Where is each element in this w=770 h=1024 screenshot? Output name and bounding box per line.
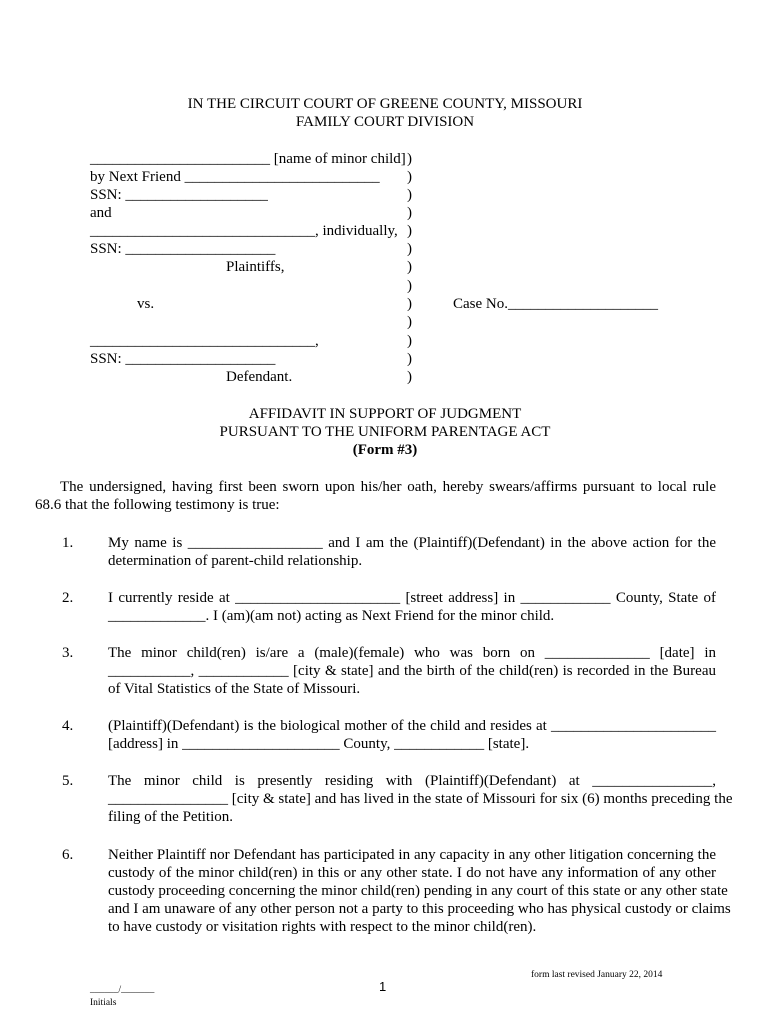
- caption-ssn-line: SSN: ____________________: [90, 351, 276, 367]
- item-1-line-1: My name is __________________ and I am the (Plaintiff)(Defendant) in the above action for the: [108, 535, 716, 551]
- page-number: 1: [379, 979, 387, 994]
- intro-line-2: 68.6 that the following testimony is true:: [35, 497, 280, 513]
- item-4-line-1: (Plaintiff)(Defendant) is the biological mother of the child and resides at ______________________: [108, 718, 716, 734]
- division-heading: FAMILY COURT DIVISION: [295, 114, 475, 130]
- item-5-line-3: filing of the Petition.: [108, 809, 233, 825]
- affidavit-title: AFFIDAVIT IN SUPPORT OF JUDGMENT: [248, 406, 522, 422]
- item-5-line-1: The minor child is presently residing with (Plaintiff)(Defendant) at ________________,: [108, 773, 716, 789]
- item-6-line-4: and I am unaware of any other person not a party to this proceeding who has physical custody or claims: [108, 901, 731, 917]
- item-3-line-1: The minor child(ren) is/are a (male)(female) who was born on ______________ [date] in: [108, 645, 716, 661]
- item-number: 6.: [62, 847, 74, 863]
- item-6-line-1: Neither Plaintiff nor Defendant has participated in any capacity in any other litigation concerning the: [108, 847, 716, 863]
- item-2-line-2: _____________. I (am)(am not) acting as Next Friend for the minor child.: [108, 608, 555, 624]
- initials-blank: ______/_______: [90, 985, 155, 995]
- caption-ssn-line: SSN: ____________________: [90, 241, 276, 257]
- caption-defendant-label: Defendant.: [226, 369, 293, 385]
- item-1-line-2: determination of parent-child relationship.: [108, 553, 363, 569]
- revision-date: form last revised January 22, 2014: [531, 970, 663, 980]
- item-5-line-2: ________________ [city & state] and has lived in the state of Missouri for six (6) months preceding the: [108, 791, 733, 807]
- initials-label: Initials: [90, 998, 117, 1008]
- caption-next-friend-line: by Next Friend __________________________: [90, 169, 380, 185]
- item-6-line-3: custody proceeding concerning the minor child(ren) pending in any court of this state or any other state: [108, 883, 728, 899]
- form-number: (Form #3): [352, 442, 418, 458]
- item-3-line-3: of Vital Statistics of the State of Missouri.: [108, 681, 361, 697]
- caption-defendant-name-line: ______________________________,: [90, 333, 319, 349]
- caption-versus: vs.: [137, 296, 155, 312]
- item-number: 3.: [62, 645, 74, 661]
- item-number: 1.: [62, 535, 74, 551]
- item-6-line-2: custody of the minor child(ren) in this or any other state. I do not have any information of any other: [108, 865, 716, 881]
- item-number: 2.: [62, 590, 74, 606]
- item-3-line-2: ___________, ____________ [city & state] and the birth of the child(ren) is recorded in the Bureau: [108, 663, 716, 679]
- item-number: 5.: [62, 773, 74, 789]
- caption-minor-child-line: ________________________ [name of minor child]: [90, 151, 406, 167]
- caption-individually-line: ______________________________, individually,: [90, 223, 398, 239]
- item-2-line-1: I currently reside at ______________________ [street address] in ____________ County, State of: [108, 590, 716, 606]
- case-number-field: Case No.____________________: [453, 296, 658, 312]
- item-number: 4.: [62, 718, 74, 734]
- caption-plaintiffs-label: Plaintiffs,: [226, 259, 285, 275]
- intro-line-1: The undersigned, having first been sworn upon his/her oath, hereby swears/affirms pursuant to local rule: [60, 479, 716, 495]
- affidavit-subtitle: PURSUANT TO THE UNIFORM PARENTAGE ACT: [219, 424, 551, 440]
- caption-and: and: [90, 205, 112, 221]
- caption-ssn-line: SSN: ___________________: [90, 187, 268, 203]
- court-heading: IN THE CIRCUIT COURT OF GREENE COUNTY, MISSOURI: [187, 96, 583, 112]
- item-4-line-2: [address] in _____________________ County, ____________ [state].: [108, 736, 530, 752]
- item-6-line-5: to have custody or visitation rights with respect to the minor child(ren).: [108, 919, 537, 935]
